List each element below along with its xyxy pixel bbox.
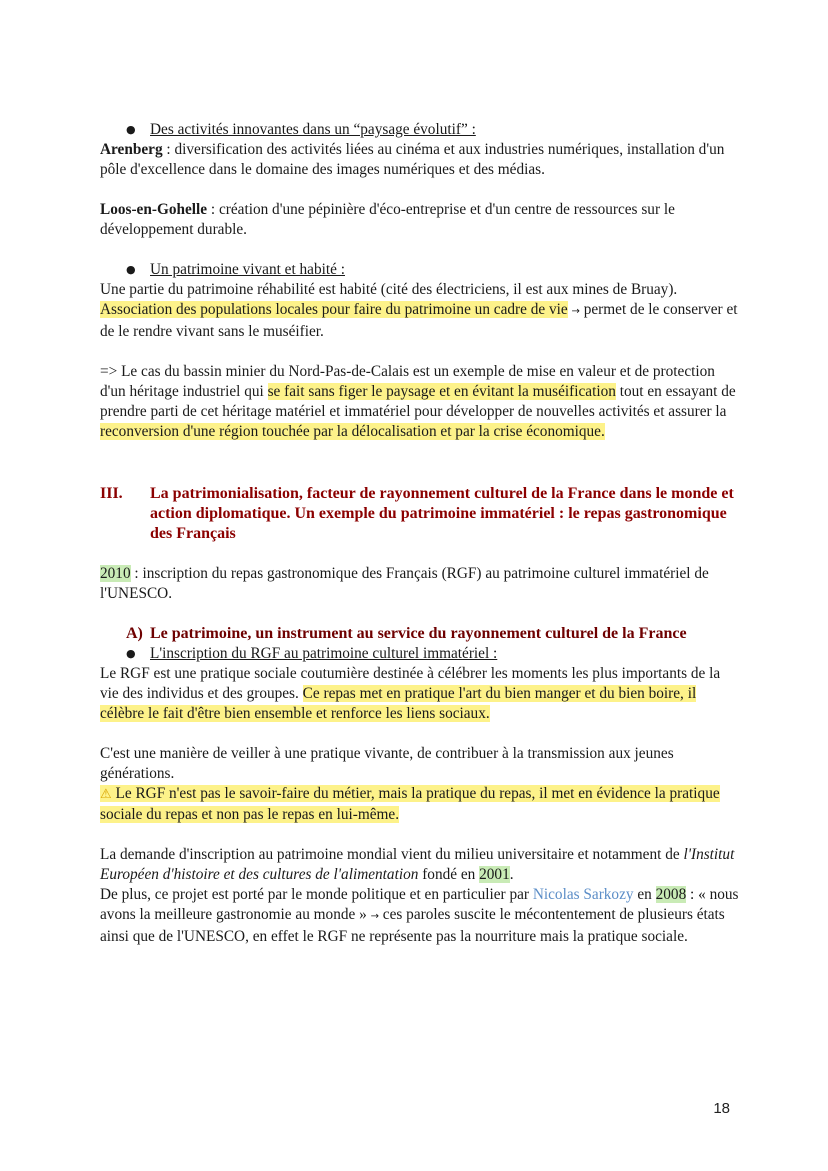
paragraph-loos: [100, 200, 740, 240]
paragraph-text: permet de le conserver et de le rendre vivant sans le muséifier.: [100, 301, 738, 340]
paragraph-text: : « nous avons la meilleure gastronomie au monde »: [100, 886, 739, 923]
year-highlight: 2010: [100, 565, 131, 582]
bullet-text: Des activités innovantes dans un “paysage évolutif” :: [150, 121, 476, 138]
paragraph-arenberg: [100, 140, 740, 180]
bullet-activites: [100, 120, 740, 140]
year-highlight: 2008: [655, 886, 687, 903]
arrow-right-icon: →: [571, 306, 580, 317]
page-number: 18: [713, 1100, 730, 1117]
paragraph-demande: [100, 845, 740, 885]
highlight-text: Ce repas met en pratique l'art du bien manger et du bien boire, il célèbre le fait d'être bien ensemble et renforce les liens sociaux.: [100, 685, 697, 722]
highlight-text: Le RGF n'est pas le savoir-faire du métier, mais la pratique du repas, il met en évidence la pratique sociale du repas et non pas le repas en lui-même.: [100, 785, 720, 823]
paragraph-text: : inscription du repas gastronomique des Français (RGF) au patrimoine culturel immatériel de l'UNESCO.: [100, 565, 709, 602]
highlight-text: se fait sans figer le paysage et en évitant la muséification: [267, 383, 616, 400]
person-name: Nicolas Sarkozy: [532, 886, 634, 903]
section-number: III.: [100, 485, 123, 502]
paragraph-text: La demande d'inscription au patrimoine mondial vient du milieu universitaire et notamment de: [100, 846, 684, 863]
bullet-inscription-rgf: [100, 644, 740, 664]
bullet-text: L'inscription du RGF au patrimoine culturel immatériel :: [150, 645, 498, 662]
section-title: La patrimonialisation, facteur de rayonnement culturel de la France dans le monde et action diplomatique. Un exemple du patrimoine immatériel : le repas gastronomique des Français: [150, 485, 734, 542]
paragraph-inscription: [100, 564, 740, 604]
highlight-text: reconversion d'une région touchée par la délocalisation et par la crise économique.: [100, 423, 605, 440]
paragraph-text: => Le cas du bassin minier du Nord-Pas-de-Calais est un exemple de mise en valeur et de protection d'un héritage industriel qui: [100, 363, 715, 400]
paragraph-text: De plus, ce projet est porté par le monde politique et en particulier par: [100, 886, 533, 903]
year-highlight: 2001: [479, 866, 510, 883]
paragraph-text: en: [633, 886, 656, 903]
subsection-title: Le patrimoine, un instrument au service du rayonnement culturel de la France: [150, 625, 687, 642]
bullet-text: Un patrimoine vivant et habité :: [150, 261, 345, 278]
document-page: [100, 120, 740, 947]
paragraph-text: tout en essayant de prendre parti de cet héritage matériel et immatériel pour développer de nouvelles activités et assurer la: [100, 383, 736, 420]
paragraph-text: fondé en: [418, 866, 480, 883]
paragraph-transmission: C'est une manière de veiller à une pratique vivante, de contribuer à la transmission aux jeunes générations.: [100, 745, 674, 782]
paragraph-warning: [100, 784, 740, 825]
place-name: Arenberg: [100, 141, 163, 158]
paragraph-rgf: [100, 664, 740, 724]
paragraph-association: [100, 300, 740, 342]
paragraph-text: ces paroles suscite le mécontentement de plusieurs états ainsi que de l'UNESCO, en effet le RGF ne représente pas la nourriture mais la pratique sociale.: [100, 906, 725, 945]
paragraph-conclusion: [100, 362, 740, 442]
paragraph-text: : création d'une pépinière d'éco-entreprise et d'un centre de ressources sur le développement durable.: [100, 201, 675, 238]
institute-name: l'Institut Européen d'histoire et des cultures de l'alimentation: [100, 846, 735, 883]
paragraph-habite: Une partie du patrimoine réhabilité est habité (cité des électriciens, il est aux mines de Bruay).: [100, 281, 678, 298]
bullet-dot-icon: ●: [126, 647, 136, 660]
paragraph-text: Le RGF est une pratique sociale coutumière destinée à célébrer les moments les plus importants de la vie des individus et des groupes.: [100, 665, 721, 702]
paragraph-text: .: [509, 866, 514, 883]
subsection-heading-a: [100, 624, 740, 644]
bullet-dot-icon: ●: [126, 123, 136, 136]
bullet-patrimoine: [100, 260, 740, 280]
place-name: Loos-en-Gohelle: [100, 201, 208, 218]
warning-icon: ⚠: [100, 787, 112, 802]
paragraph-sarkozy: [100, 885, 740, 947]
paragraph-text: : diversification des activités liées au cinéma et aux industries numériques, installation d'un pôle d'excellence dans le domaine des images numériques et des médias.: [100, 141, 725, 178]
highlight-text: Association des populations locales pour faire du patrimoine un cadre de vie: [100, 301, 568, 318]
arrow-right-icon: →: [370, 911, 379, 922]
bullet-dot-icon: ●: [126, 263, 136, 276]
section-heading-iii: [100, 484, 740, 544]
subsection-number: A): [126, 625, 143, 642]
